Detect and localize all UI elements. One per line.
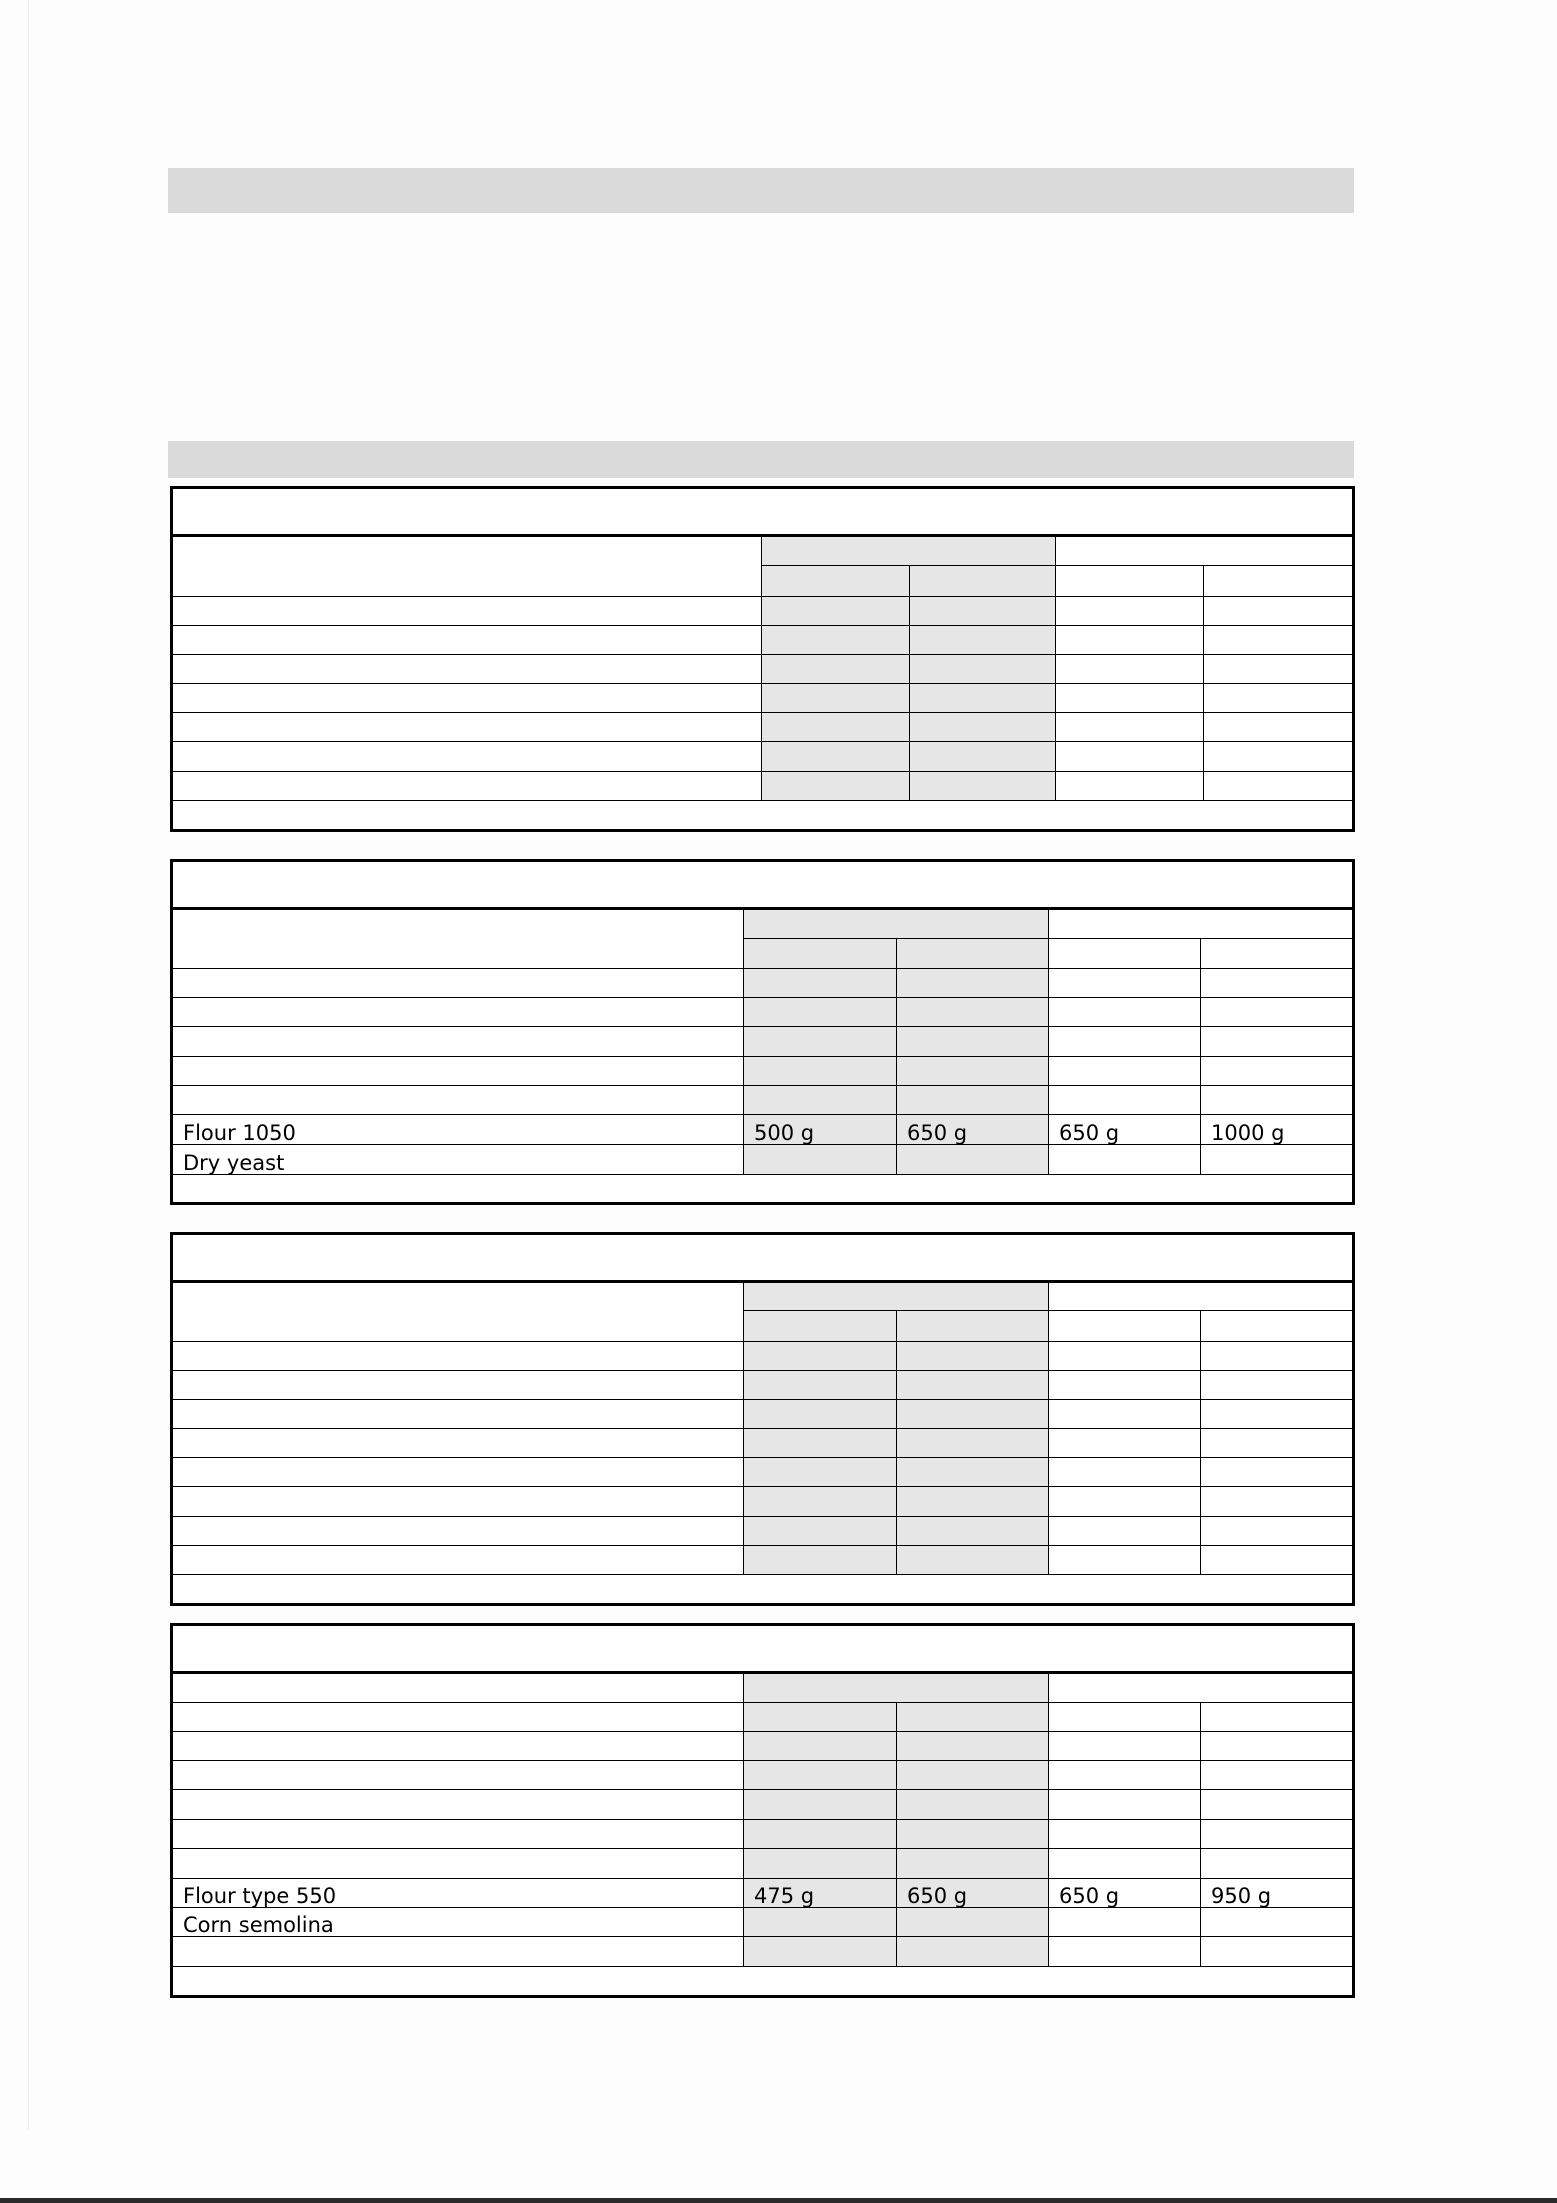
bottom-bar [0,2198,1557,2203]
amount-cell: 1000 g [1201,1115,1354,1145]
table-row [172,1429,1354,1458]
table-footer [172,800,1354,830]
table-row [172,968,1354,997]
header-cell [744,1282,1049,1311]
amount-cell: 650 g [897,1879,1049,1908]
table-row [172,742,1354,771]
amount-cell: 650 g [1049,1115,1201,1145]
header-cell [910,566,1056,596]
table-row [172,1085,1354,1114]
table-row [172,654,1354,683]
header-cell [1204,566,1354,596]
header-cell [172,536,762,596]
table-row [172,1937,1354,1966]
table-footer [172,1966,1354,1996]
table-row [172,1908,1354,1937]
amount-cell: 650 g [897,1115,1049,1145]
ingredient-label: Dry yeast [172,1145,744,1174]
amount-cell: 475 g [744,1879,897,1908]
table-title [172,1234,1354,1282]
header-cell [1056,566,1204,596]
header-cell [1049,1311,1201,1341]
header-cell [1049,1282,1354,1311]
header-cell [744,1673,1049,1702]
section-header-band [168,168,1354,213]
ingredient-label: Corn semolina [172,1908,744,1937]
table-row [172,1761,1354,1790]
table-row [172,1027,1354,1056]
header-cell [744,938,897,968]
table-title [172,1625,1354,1673]
table-row [172,596,1354,625]
table-row [172,1545,1354,1574]
table-row [172,1056,1354,1085]
table-row [172,625,1354,654]
table-row [172,1790,1354,1819]
recipe-table-4 [170,1623,1355,1998]
recipe-table-3 [170,1232,1355,1606]
header-cell [744,909,1049,938]
table-row [172,1879,1354,1908]
table-row [172,771,1354,800]
table-row [172,1731,1354,1760]
table-footer [172,1174,1354,1203]
header-cell [897,938,1049,968]
table-row [172,1115,1354,1145]
table-row [172,1487,1354,1516]
table-row [172,1399,1354,1428]
header-cell [172,909,744,969]
header-cell [1201,1311,1354,1341]
recipe-table-2 [170,859,1355,1205]
header-cell [172,1282,744,1341]
header-cell [172,1673,744,1702]
table-row [172,1341,1354,1370]
table-row [172,1702,1354,1731]
header-cell [1201,938,1354,968]
amount-cell: 950 g [1201,1879,1354,1908]
table-footer [172,1574,1354,1604]
table-row [172,713,1354,742]
header-cell [1049,909,1354,938]
table-row [172,998,1354,1027]
amount-cell: 650 g [1049,1879,1201,1908]
page-edge [28,0,29,2130]
table-row [172,1145,1354,1174]
table-title [172,488,1354,536]
header-cell [1049,938,1201,968]
header-cell [1056,536,1354,566]
section-header-band [168,441,1354,478]
table-row [172,1370,1354,1399]
table-row [172,1819,1354,1848]
ingredient-label: Flour type 550 [172,1879,744,1908]
amount-cell: 500 g [744,1115,897,1145]
header-cell [762,536,1056,566]
header-cell [744,1311,897,1341]
header-cell [1049,1673,1354,1702]
table-row [172,1516,1354,1545]
header-cell [762,566,910,596]
table-row [172,1458,1354,1487]
table-title [172,861,1354,909]
recipe-table-1 [170,486,1355,832]
header-cell [897,1311,1049,1341]
table-row [172,1848,1354,1878]
table-row [172,684,1354,713]
ingredient-label: Flour 1050 [172,1115,744,1145]
